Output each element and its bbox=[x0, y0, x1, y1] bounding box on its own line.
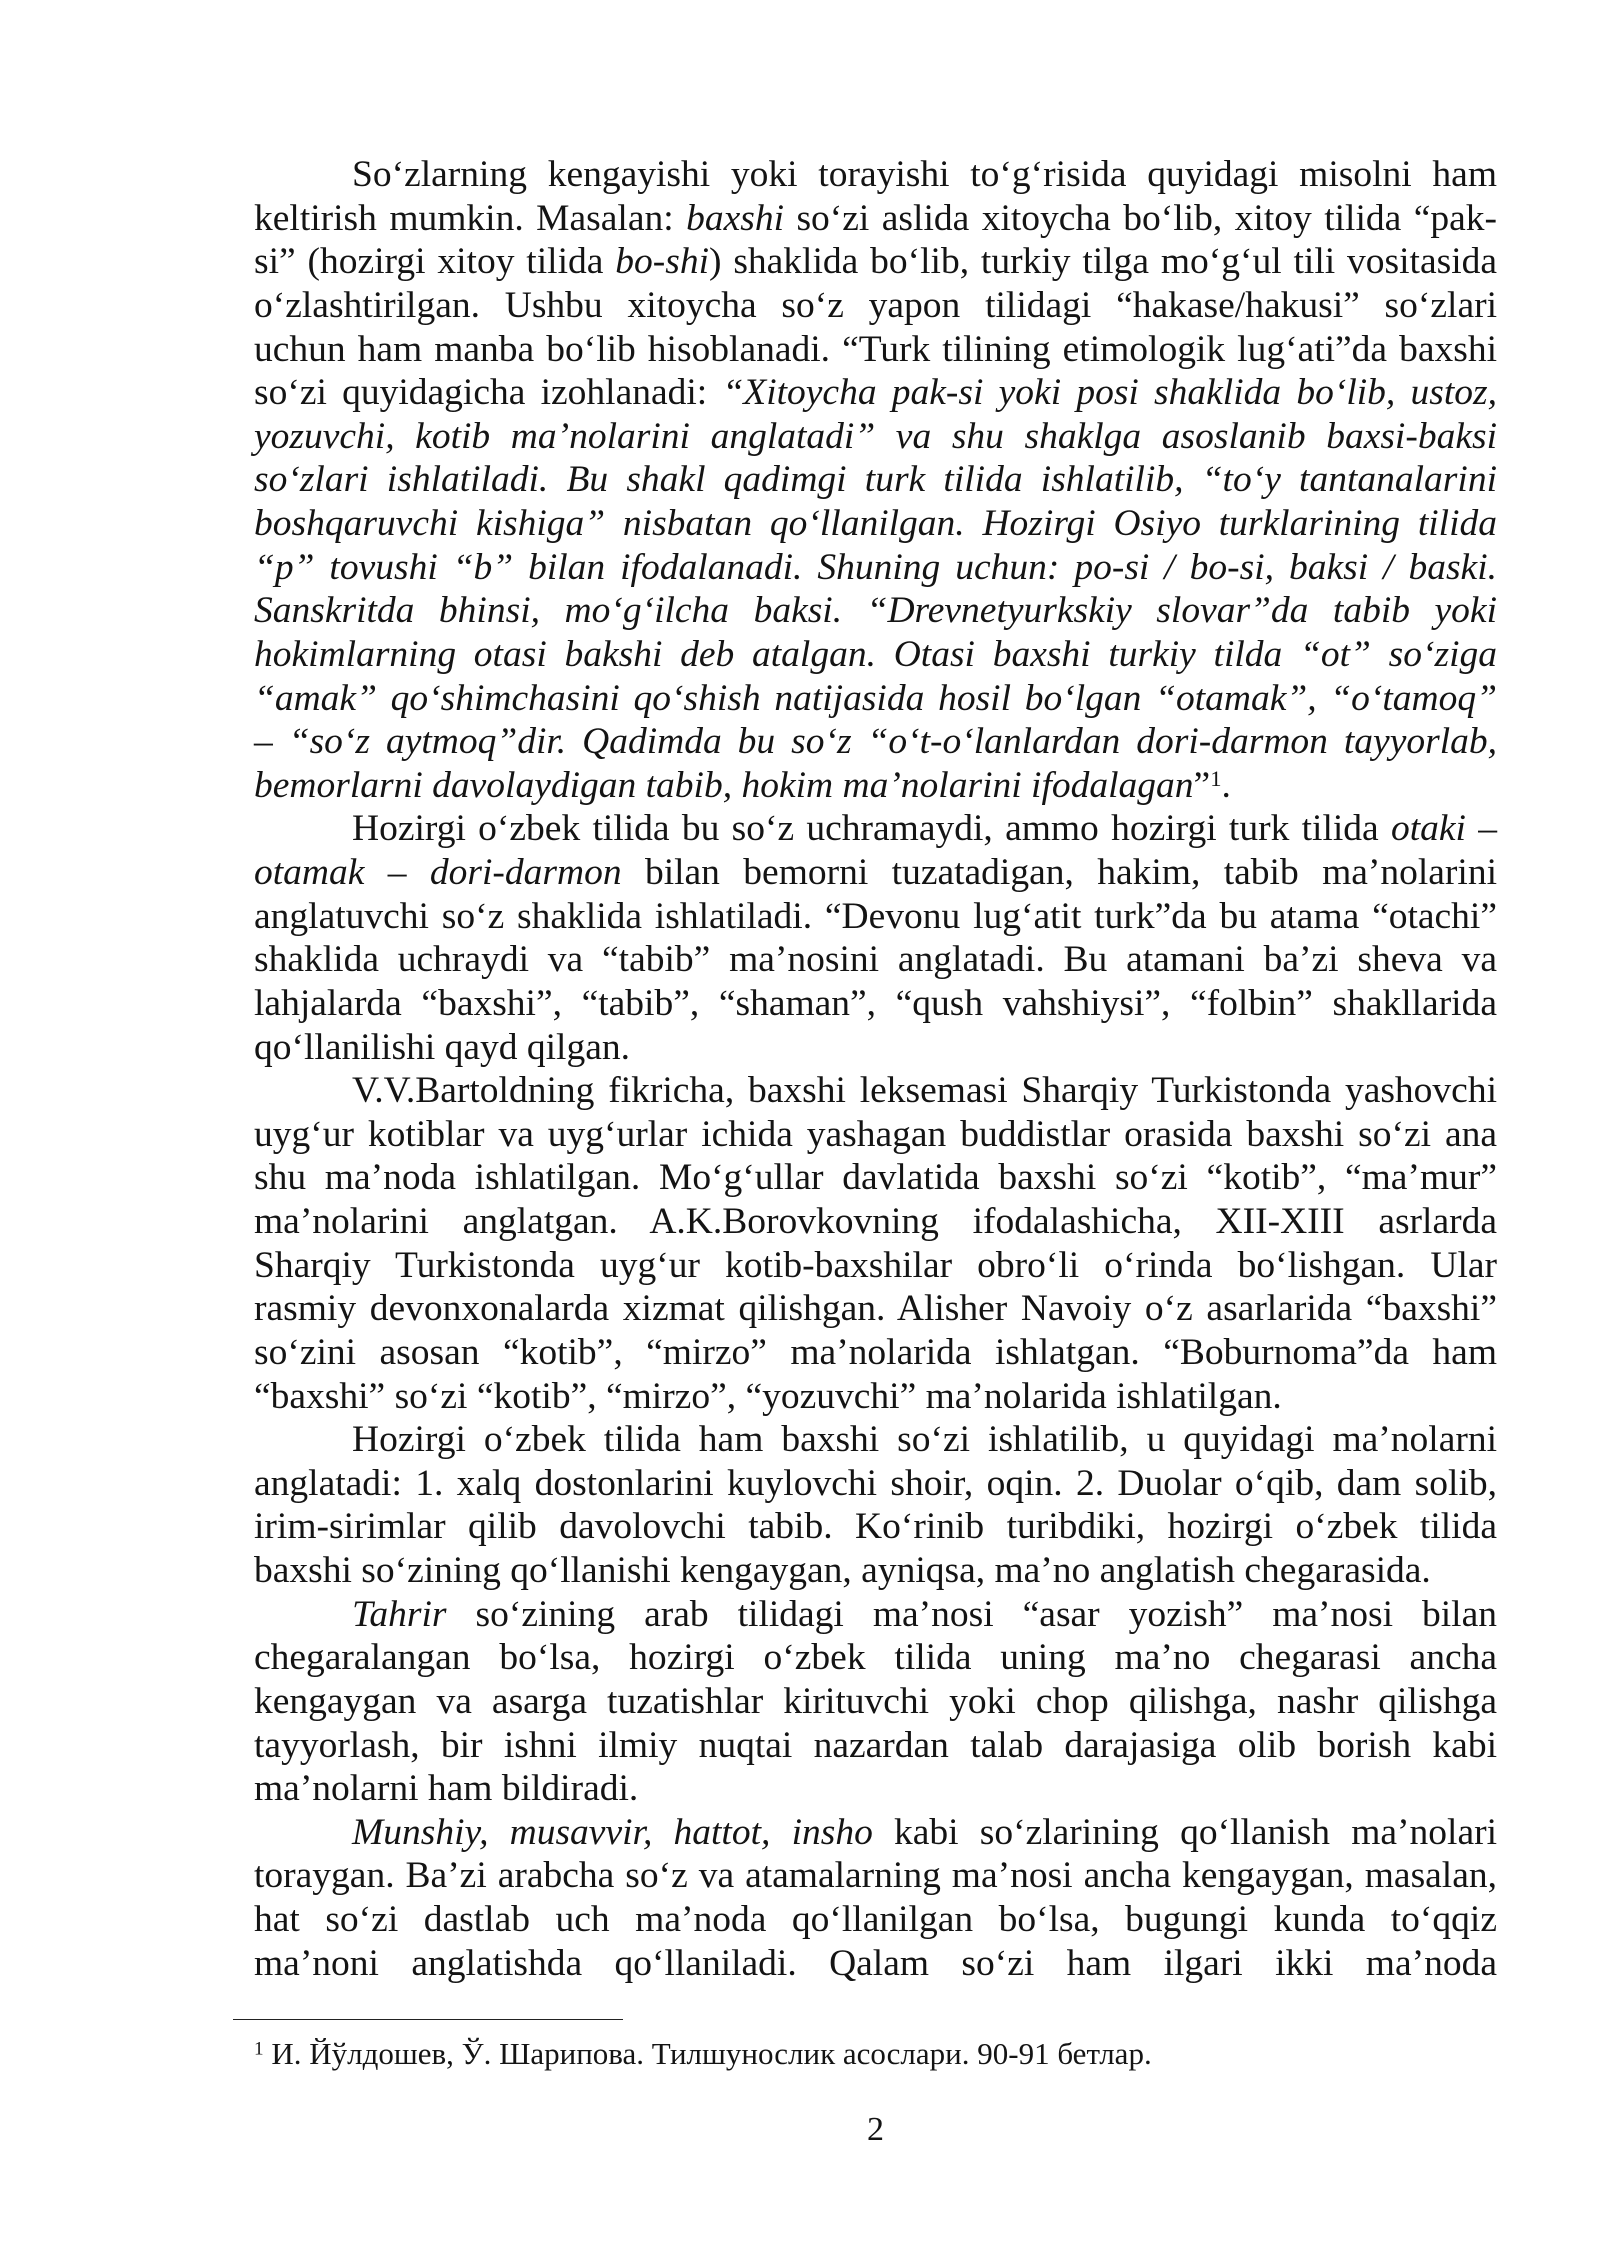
body-text bbox=[254, 153, 1497, 1985]
text-segment: anglatuvchi so‘z shaklida ishlatiladi. “Devonu lug‘atit turk”da bu atama “otachi” bbox=[254, 895, 1497, 937]
text-line bbox=[254, 458, 1497, 502]
text-line bbox=[254, 982, 1497, 1026]
text-segment: ) shaklida bo‘lib, turkiy tilga mo‘g‘ul tili vositasida bbox=[708, 241, 1498, 283]
text-line bbox=[254, 1942, 1497, 1986]
text-line bbox=[254, 415, 1497, 459]
text-line bbox=[254, 1549, 1497, 1593]
text-segment: keltirish mumkin. Masalan: bbox=[254, 197, 687, 239]
text-segment: ” bbox=[1193, 764, 1211, 806]
text-line bbox=[254, 764, 1497, 808]
italic-text: “Xitoycha pak-si yoki posi shaklida bo‘lib, ustoz, bbox=[722, 372, 1497, 414]
italic-text: “p” tovushi “b” bilan ifodalanadi. Shuning uchun: po-si / bo-si, baksi / baski. bbox=[254, 546, 1497, 588]
paragraph bbox=[254, 1811, 1497, 1986]
text-segment: kengaygan va asarga tuzatishlar kirituvchi yoki chop qilishga, nashr qilishga bbox=[254, 1680, 1497, 1722]
text-segment: V.V.Bartoldning fikricha, baxshi leksemasi Sharqiy Turkistonda yashovchi bbox=[352, 1070, 1497, 1112]
text-line bbox=[254, 1200, 1497, 1244]
footnote-marker: 1 bbox=[254, 2038, 264, 2060]
text-segment: Hozirgi o‘zbek tilida bu so‘z uchramaydi, ammo hozirgi turk tilida bbox=[352, 808, 1391, 850]
text-line bbox=[254, 1026, 1497, 1070]
text-line bbox=[254, 1287, 1497, 1331]
italic-text: otamak – dori-darmon bbox=[254, 852, 622, 893]
paragraph bbox=[254, 807, 1497, 1069]
text-line bbox=[254, 1375, 1497, 1419]
text-segment: so‘zining arab tilidagi ma’nosi “asar yozish” ma’nosi bilan bbox=[446, 1593, 1497, 1635]
text-line bbox=[254, 938, 1497, 982]
text-line bbox=[254, 677, 1497, 721]
text-segment: lahjalarda “baxshi”, “tabib”, “shaman”, “qush vahshiysi”, “folbin” shakllarida bbox=[254, 982, 1497, 1024]
text-line bbox=[254, 546, 1497, 590]
text-segment: baxshi so‘zining qo‘llanishi kengaygan, ayniqsa, ma’no anglatish chegarasida. bbox=[254, 1550, 1431, 1591]
text-line bbox=[254, 1505, 1497, 1549]
text-segment: so‘zini asosan “kotib”, “mirzo” ma’nolarida ishlatgan. “Boburnoma”da ham bbox=[254, 1331, 1497, 1373]
text-segment: kabi so‘zlarining qo‘llanish ma’nolari bbox=[872, 1811, 1497, 1853]
italic-text: “amak” qo‘shimchasini qo‘shish natijasida hosil bo‘lgan “otamak”, “o‘tamoq” bbox=[254, 677, 1497, 719]
text-line bbox=[254, 1811, 1497, 1855]
text-segment: Hozirgi o‘zbek tilida ham baxshi so‘zi ishlatilib, u quyidagi ma’nolarni bbox=[352, 1419, 1497, 1461]
text-segment: irim-sirimlar qilib davolovchi tabib. Ko‘rinib turibdiki, hozirgi o‘zbek tilida bbox=[254, 1506, 1497, 1548]
text-line bbox=[254, 371, 1497, 415]
text-line bbox=[254, 1680, 1497, 1724]
text-line bbox=[254, 1636, 1497, 1680]
text-segment: ma’noni anglatishda qo‘llaniladi. Qalam so‘zi ham ilgari ikki ma’noda bbox=[254, 1942, 1497, 1984]
text-line bbox=[254, 1156, 1497, 1200]
text-line bbox=[254, 851, 1497, 895]
paragraph bbox=[254, 153, 1497, 807]
text-line bbox=[254, 1418, 1497, 1462]
text-segment: tayyorlash, bir ishni ilmiy nuqtai nazardan talab darajasiga olib borish kabi bbox=[254, 1724, 1497, 1766]
italic-text: Tahrir bbox=[352, 1593, 447, 1635]
text-line bbox=[254, 1462, 1497, 1506]
page-number: 2 bbox=[867, 2111, 884, 2148]
text-segment: so‘zi aslida xitoycha bo‘lib, xitoy tilida “pak- bbox=[784, 197, 1497, 239]
footnote-separator bbox=[233, 2019, 623, 2020]
text-line bbox=[254, 1767, 1497, 1811]
text-segment: chegaralangan bo‘lsa, hozirgi o‘zbek tilida uning ma’no chegarasi ancha bbox=[254, 1637, 1497, 1679]
text-line bbox=[254, 284, 1497, 328]
italic-text: baxshi bbox=[686, 197, 784, 239]
italic-text: bo-shi bbox=[615, 241, 709, 283]
italic-text: – “so‘z aytmoq”dir. Qadimda bu so‘z “o‘t-o‘lanlardan dori-darmon tayyorlab, bbox=[254, 721, 1497, 763]
text-line bbox=[254, 197, 1497, 241]
text-segment: uyg‘ur kotiblar va uyg‘urlar ichida yashagan buddistlar orasida baxshi so‘zi ana bbox=[254, 1113, 1497, 1155]
italic-text: Sanskritda bhinsi, mo‘g‘ilcha baksi. “Drevnetyurkskiy slovar”da tabib yoki bbox=[254, 590, 1497, 632]
text-segment: . bbox=[1221, 764, 1231, 806]
text-line bbox=[254, 502, 1497, 546]
text-segment: si” (hozirgi xitoy tilida bbox=[254, 241, 616, 283]
text-line bbox=[254, 895, 1497, 939]
text-segment: ma’nolarni ham bildiradi. bbox=[254, 1768, 639, 1810]
text-line bbox=[254, 153, 1497, 197]
italic-text: so‘zlari ishlatiladi. Bu shakl qadimgi turk tilida ishlatilib, “to‘y tantanalarini bbox=[254, 459, 1497, 501]
text-line bbox=[254, 240, 1497, 284]
text-segment: So‘zlarning kengayishi yoki torayishi to‘g‘risida quyidagi misolni ham bbox=[352, 154, 1497, 195]
italic-text: hokimlarning otasi bakshi deb atalgan. Otasi baxshi turkiy tilda “ot” so‘ziga bbox=[254, 633, 1497, 675]
text-segment: qo‘llanilishi qayd qilgan. bbox=[254, 1026, 630, 1068]
text-line bbox=[254, 1331, 1497, 1375]
footnote bbox=[254, 2035, 1152, 2073]
text-segment: toraygan. Ba’zi arabcha so‘z va atamalarning ma’nosi ancha kengaygan, masalan, bbox=[254, 1855, 1497, 1897]
text-line bbox=[254, 807, 1497, 851]
text-segment: rasmiy devonxonalarda xizmat qilishgan. Alisher Navoiy o‘z asarlarida “baxshi” bbox=[254, 1288, 1497, 1330]
paragraph bbox=[254, 1069, 1497, 1418]
text-segment: Sharqiy Turkistonda uyg‘ur kotib-baxshilar obro‘li o‘rinda bo‘lishgan. Ular bbox=[254, 1244, 1497, 1286]
italic-text: Munshiy, musavvir, hattot, insho bbox=[352, 1811, 873, 1853]
text-segment: o‘zlashtirilgan. Ushbu xitoycha so‘z yapon tilidagi “hakase/hakusi” so‘zlari bbox=[254, 284, 1497, 326]
text-line bbox=[254, 633, 1497, 677]
text-segment: ma’nolarini anglatgan. A.K.Borovkovning ifodalashicha, XII-XIII asrlarda bbox=[254, 1201, 1497, 1242]
text-line bbox=[254, 328, 1497, 372]
text-segment: hat so‘zi dastlab uch ma’noda qo‘llanilgan bo‘lsa, bugungi kunda to‘qqiz bbox=[254, 1899, 1497, 1940]
text-segment: bilan bemorni tuzatadigan, hakim, tabib ma’nolarini bbox=[621, 852, 1498, 893]
text-line bbox=[254, 1898, 1497, 1942]
text-segment: shaklida uchraydi va “tabib” ma’nosini anglatadi. Bu atamani ba’zi sheva va bbox=[254, 939, 1497, 981]
text-segment: shu ma’noda ishlatilgan. Mo‘g‘ullar davlatida baxshi so‘zi “kotib”, “ma’mur” bbox=[254, 1157, 1497, 1199]
text-line bbox=[254, 589, 1497, 633]
footnote-reference: 1 bbox=[1210, 765, 1222, 791]
text-segment: anglatadi: 1. xalq dostonlarini kuylovchi shoir, oqin. 2. Duolar o‘qib, dam solib, bbox=[254, 1462, 1497, 1504]
text-line bbox=[254, 1113, 1497, 1157]
italic-text: yozuvchi, kotib ma’nolarini anglatadi” va shu shaklga asoslanib baxsi-baksi bbox=[254, 415, 1497, 457]
italic-text: otaki – bbox=[1390, 808, 1498, 850]
paragraph bbox=[254, 1593, 1497, 1811]
text-line bbox=[254, 1069, 1497, 1113]
text-segment: so‘zi quyidagicha izohlanadi: bbox=[254, 372, 723, 414]
paragraph bbox=[254, 1418, 1497, 1593]
italic-text: bemorlarni davolaydigan tabib, hokim ma’nolarini ifodalagan bbox=[254, 764, 1194, 806]
footnote-text: И. Йўлдошев, Ў. Шарипова. Тилшунослик асослари. 90-91 бетлар. bbox=[271, 2036, 1152, 2071]
text-segment: “baxshi” so‘zi “kotib”, “mirzo”, “yozuvchi” ma’nolarida ishlatilgan. bbox=[254, 1375, 1282, 1417]
text-line bbox=[254, 1244, 1497, 1288]
text-line bbox=[254, 720, 1497, 764]
text-line bbox=[254, 1724, 1497, 1768]
text-segment: uchun ham manba bo‘lib hisoblanadi. “Turk tilining etimologik lug‘ati”da baxshi bbox=[254, 328, 1497, 370]
italic-text: boshqaruvchi kishiga” nisbatan qo‘llanilgan. Hozirgi Osiyo turklarining tilida bbox=[254, 503, 1497, 544]
text-line bbox=[254, 1593, 1497, 1637]
text-line bbox=[254, 1854, 1497, 1898]
